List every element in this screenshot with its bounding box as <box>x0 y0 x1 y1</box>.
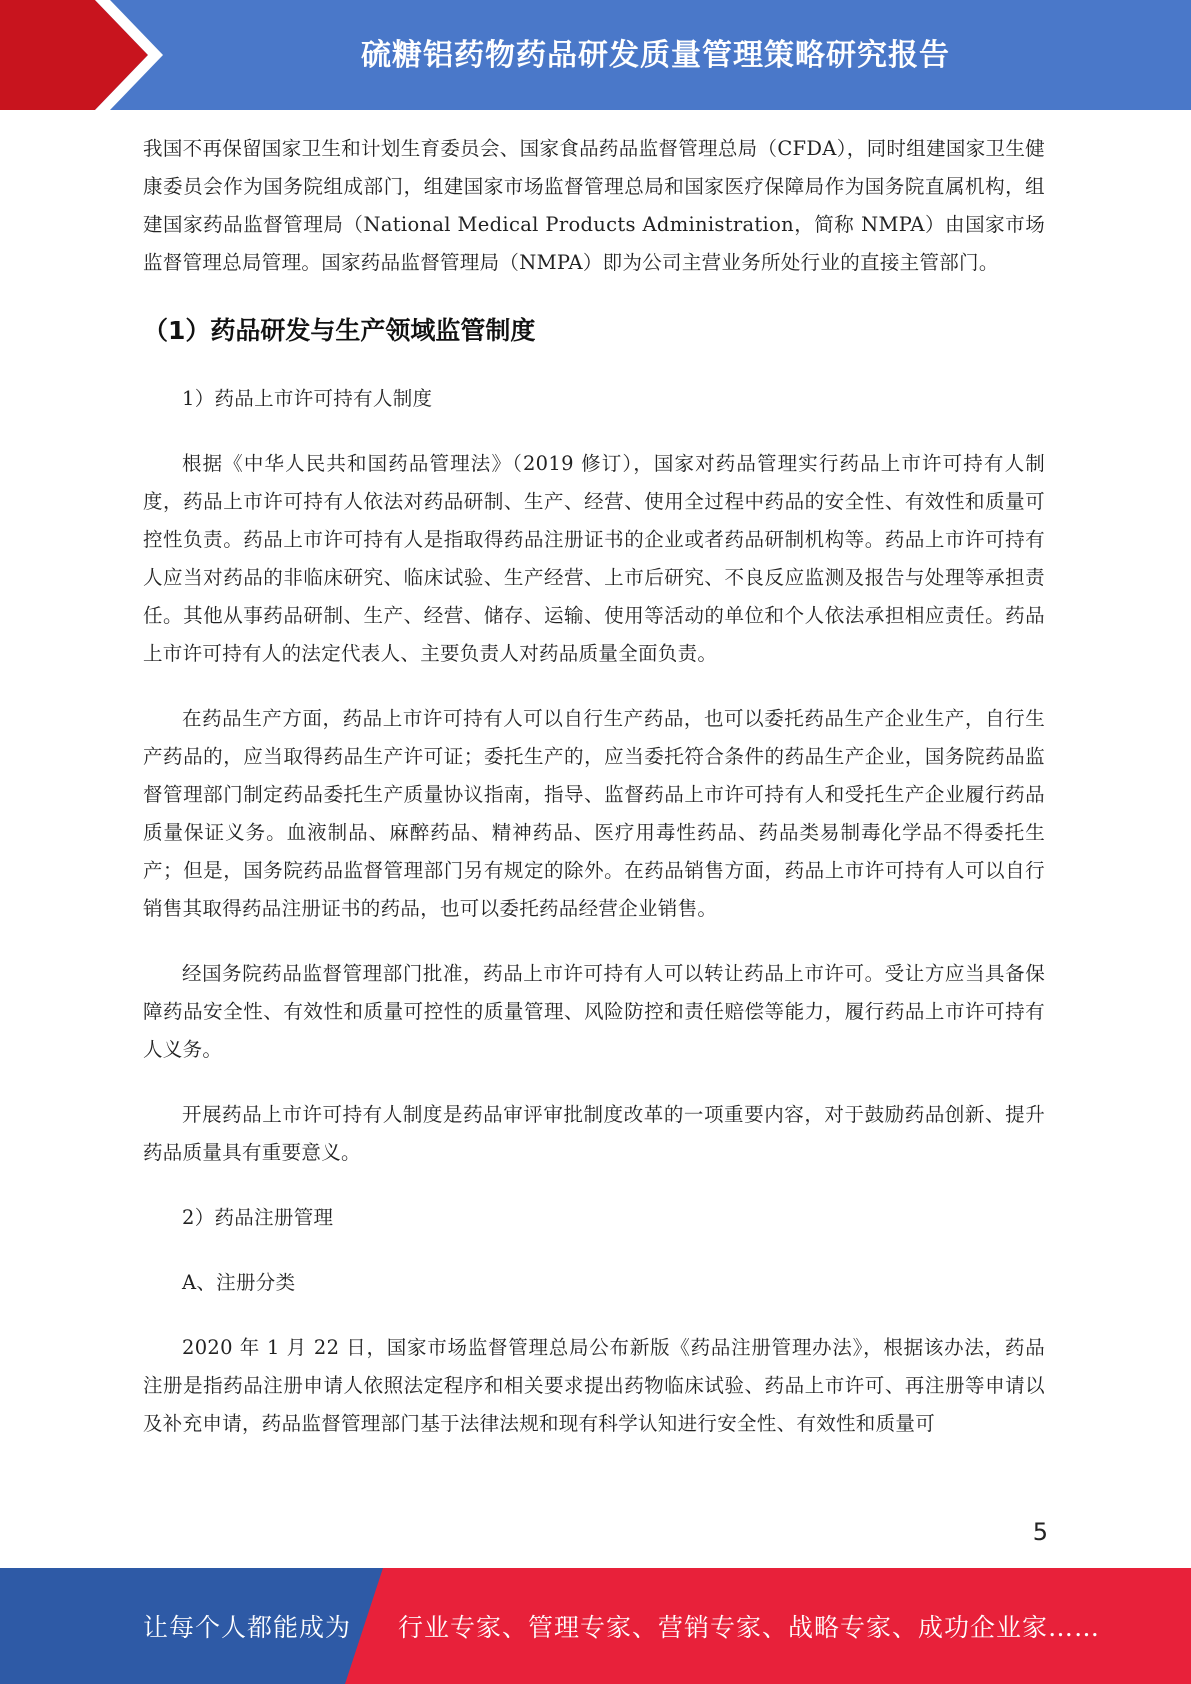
paragraph-registration-rules: 2020 年 1 月 22 日，国家市场监督管理总局公布新版《药品注册管理办法》，根据该办法，药品注册是指药品注册申请人依照法定程序和相关要求提出药物临床试验、药品上市许可、再注册等申请以及补充申请，药品监督管理部门基于法律法规和现有科学认知进行安全性、有效性和质量可 <box>143 1336 1045 1435</box>
footer-slogan-left: 让每个人都能成为 <box>143 1613 352 1642</box>
section-heading: （1）药品研发与生产领域监管制度 <box>143 316 536 345</box>
subheading-registration: 2）药品注册管理 <box>182 1206 334 1229</box>
footer-slogan-right: 行业专家、管理专家、营销专家、战略专家、成功企业家…… <box>398 1613 1101 1642</box>
page-footer <box>0 1568 1191 1684</box>
paragraph-transfer: 经国务院药品监督管理部门批准，药品上市许可持有人可以转让药品上市许可。受让方应当具备保障药品安全性、有效性和质量可控性的质量管理、风险防控和责任赔偿等能力，履行药品上市许可持有人义务。 <box>143 962 1045 1061</box>
page-header <box>0 0 1191 110</box>
document-body <box>143 130 1045 1443</box>
paragraph-mah-law: 根据《中华人民共和国药品管理法》（2019 修订），国家对药品管理实行药品上市许可持有人制度，药品上市许可持有人依法对药品研制、生产、经营、使用全过程中药品的安全性、有效性和质量可控性负责。药品上市许可持有人是指取得药品注册证书的企业或者药品研制机构等。药品上市许可持有人应当对药品的非临床研究、临床试验、生产经营、上市后研究、不良反应监测及报告与处理等承担责任。其他从事药品研制、生产、经营、储存、运输、使用等活动的单位和个人依法承担相应责任。药品上市许可持有人的法定代表人、主要负责人对药品质量全面负责。 <box>143 452 1045 665</box>
intro-paragraph: 我国不再保留国家卫生和计划生育委员会、国家食品药品监督管理总局（CFDA），同时组建国家卫生健康委员会作为国务院组成部门，组建国家市场监督管理总局和国家医疗保障局作为国务院直属机构，组建国家药品监督管理局（National Medical Products Administration，简称 NMPA）由国家市场监督管理总局管理。国家药品监督管理局（NMPA）即为公司主营业务所处行业的直接主管部门。 <box>143 137 1045 274</box>
paragraph-production: 在药品生产方面，药品上市许可持有人可以自行生产药品，也可以委托药品生产企业生产，自行生产药品的，应当取得药品生产许可证；委托生产的，应当委托符合条件的药品生产企业，国务院药品监督管理部门制定药品委托生产质量协议指南，指导、监督药品上市许可持有人和受托生产企业履行药品质量保证义务。血液制品、麻醉药品、精神药品、医疗用毒性药品、药品类易制毒化学品不得委托生产；但是，国务院药品监督管理部门另有规定的除外。在药品销售方面，药品上市许可持有人可以自行销售其取得药品注册证书的药品，也可以委托药品经营企业销售。 <box>143 707 1045 920</box>
subheading-registration-category: A、注册分类 <box>182 1271 296 1294</box>
subheading-mah-system: 1）药品上市许可持有人制度 <box>182 387 433 410</box>
paragraph-significance: 开展药品上市许可持有人制度是药品审评审批制度改革的一项重要内容，对于鼓励药品创新、提升药品质量具有重要意义。 <box>143 1103 1045 1164</box>
report-title: 硫糖铝药物药品研发质量管理策略研究报告 <box>361 38 950 73</box>
page-number: 5 <box>1032 1518 1048 1546</box>
